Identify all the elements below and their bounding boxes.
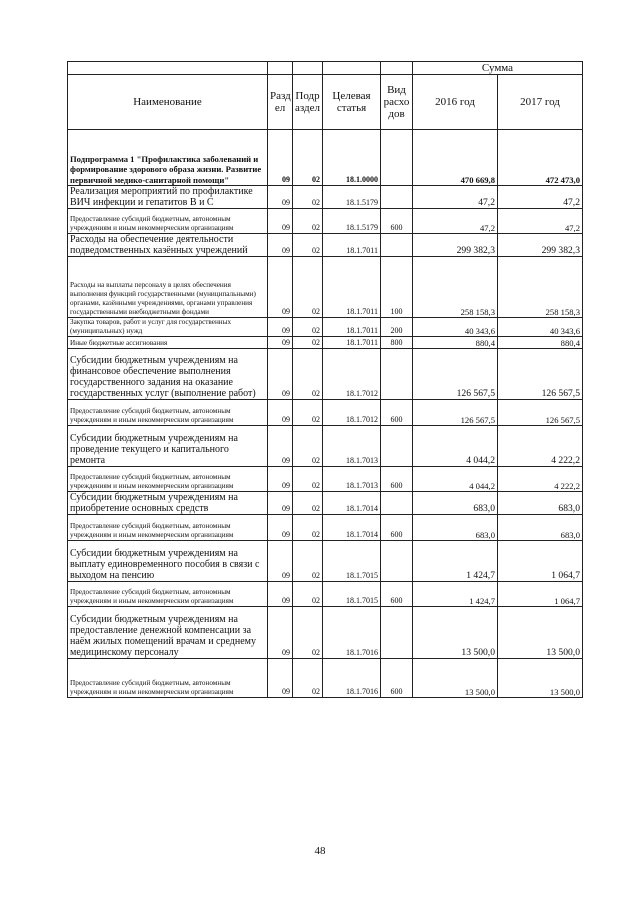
row-name-cell: Расходы на выплаты персоналу в целях обеспечения выполнения функций государственными (муниципальными) органами, казёнными учреждениями, органами управления государственными внебюджетными фондами [68,257,268,318]
row-name-cell: Субсидии бюджетным учреждениям на приобретение основных средств [68,492,268,515]
table-row [68,186,583,209]
row-vid-cell: 600 [381,659,413,698]
header-2016: 2016 год [413,75,498,130]
row-vid-cell: 600 [381,400,413,426]
row-name-cell: Предоставление субсидий бюджетным, автономным учреждениям и иным некоммерческим организациям [68,515,268,541]
row-2017-cell: 47,2 [498,209,583,234]
row-podrazdel-cell: 02 [293,607,323,659]
row-2017-cell: 880,4 [498,337,583,349]
row-podrazdel-cell: 02 [293,541,323,582]
row-2016-cell: 13 500,0 [413,607,498,659]
table-row [68,349,583,400]
table-row [68,337,583,349]
row-vid-cell: 600 [381,515,413,541]
row-razdel-cell: 09 [268,186,293,209]
header-2017: 2017 год [498,75,583,130]
row-2016-cell: 47,2 [413,186,498,209]
row-name-cell: Предоставление субсидий бюджетным, автономным учреждениям и иным некоммерческим организациям [68,400,268,426]
row-podrazdel-cell: 02 [293,467,323,492]
row-target-cell: 18.1.7011 [323,257,381,318]
header-spacer-target [323,62,381,75]
header-podrazdel: Подр аздел [293,75,323,130]
row-podrazdel-cell: 02 [293,186,323,209]
row-razdel-cell: 09 [268,515,293,541]
row-2017-cell: 472 473,0 [498,130,583,186]
row-2016-cell: 40 343,6 [413,318,498,337]
row-vid-cell: 600 [381,209,413,234]
row-vid-cell [381,541,413,582]
row-2016-cell: 4 044,2 [413,426,498,467]
row-podrazdel-cell: 02 [293,426,323,467]
table-row [68,209,583,234]
row-name-cell: Субсидии бюджетным учреждениям на финансовое обеспечение выполнения государственного задания на оказание государственных услуг (выполнение работ) [68,349,268,400]
row-name-cell: Субсидии бюджетным учреждениям на проведение текущего и капитального ремонта [68,426,268,467]
row-podrazdel-cell: 02 [293,582,323,607]
row-razdel-cell: 09 [268,659,293,698]
row-vid-cell [381,186,413,209]
row-vid-cell: 800 [381,337,413,349]
row-vid-cell: 200 [381,318,413,337]
row-podrazdel-cell: 02 [293,257,323,318]
header-razdel: Разд ел [268,75,293,130]
row-name-cell: Предоставление субсидий бюджетным, автономным учреждениям и иным некоммерческим организациям [68,467,268,492]
row-2017-cell: 13 500,0 [498,659,583,698]
row-target-cell: 18.1.7011 [323,234,381,257]
row-2017-cell: 683,0 [498,515,583,541]
row-target-cell: 18.1.0000 [323,130,381,186]
row-target-cell: 18.1.7011 [323,337,381,349]
row-name-cell: Иные бюджетные ассигнования [68,337,268,349]
row-2016-cell: 13 500,0 [413,659,498,698]
row-2016-cell: 880,4 [413,337,498,349]
row-razdel-cell: 09 [268,607,293,659]
row-2016-cell: 258 158,3 [413,257,498,318]
row-vid-cell [381,349,413,400]
row-razdel-cell: 09 [268,257,293,318]
row-target-cell: 18.1.7014 [323,492,381,515]
header-name: Наименование [68,75,268,130]
table-row [68,234,583,257]
row-razdel-cell: 09 [268,337,293,349]
row-podrazdel-cell: 02 [293,492,323,515]
table-body [68,130,583,698]
row-name-cell: Предоставление субсидий бюджетным, автономным учреждениям и иным некоммерческим организациям [68,582,268,607]
header-spacer-vid [381,62,413,75]
row-2017-cell: 47,2 [498,186,583,209]
row-2016-cell: 1 424,7 [413,541,498,582]
row-target-cell: 18.1.7014 [323,515,381,541]
row-podrazdel-cell: 02 [293,209,323,234]
row-target-cell: 18.1.5179 [323,186,381,209]
row-2016-cell: 126 567,5 [413,400,498,426]
row-vid-cell: 600 [381,467,413,492]
row-name-cell: Подпрограмма 1 "Профилактика заболеваний и формирование здорового образа жизни. Развитие первичной медико-санитарной помощи" [68,130,268,186]
row-name-cell: Субсидии бюджетным учреждениям на выплату единовременного пособия в связи с выходом на пенсию [68,541,268,582]
row-vid-cell [381,234,413,257]
row-razdel-cell: 09 [268,209,293,234]
header-vid: Вид расхо дов [381,75,413,130]
row-vid-cell: 100 [381,257,413,318]
table-row [68,541,583,582]
row-vid-cell [381,130,413,186]
page-number: 48 [314,845,326,857]
row-2017-cell: 4 222,2 [498,426,583,467]
row-name-cell: Реализация мероприятий по профилактике ВИЧ инфекции и гепатитов В и С [68,186,268,209]
table-row [68,426,583,467]
header-spacer-podrazdel [293,62,323,75]
row-name-cell: Предоставление субсидий бюджетным, автономным учреждениям и иным некоммерческим организациям [68,209,268,234]
row-vid-cell: 600 [381,582,413,607]
row-name-cell: Предоставление субсидий бюджетным, автономным учреждениям и иным некоммерческим организациям [68,659,268,698]
row-2016-cell: 47,2 [413,209,498,234]
row-target-cell: 18.1.7012 [323,400,381,426]
row-vid-cell [381,426,413,467]
row-razdel-cell: 09 [268,130,293,186]
row-podrazdel-cell: 02 [293,130,323,186]
row-name-cell: Закупка товаров, работ и услуг для государственных (муниципальных) нужд [68,318,268,337]
row-target-cell: 18.1.5179 [323,209,381,234]
row-target-cell: 18.1.7013 [323,467,381,492]
row-razdel-cell: 09 [268,467,293,492]
table-row [68,492,583,515]
row-razdel-cell: 09 [268,492,293,515]
row-razdel-cell: 09 [268,234,293,257]
row-2017-cell: 126 567,5 [498,400,583,426]
table-row [68,659,583,698]
table-row [68,257,583,318]
row-2017-cell: 40 343,6 [498,318,583,337]
header-spacer-razdel [268,62,293,75]
row-podrazdel-cell: 02 [293,337,323,349]
row-2017-cell: 258 158,3 [498,257,583,318]
table-row [68,515,583,541]
row-2017-cell: 1 064,7 [498,541,583,582]
row-2017-cell: 126 567,5 [498,349,583,400]
row-target-cell: 18.1.7015 [323,541,381,582]
table-row [68,130,583,186]
row-2016-cell: 126 567,5 [413,349,498,400]
row-vid-cell [381,607,413,659]
table-row [68,467,583,492]
row-razdel-cell: 09 [268,426,293,467]
row-razdel-cell: 09 [268,318,293,337]
row-razdel-cell: 09 [268,400,293,426]
row-razdel-cell: 09 [268,582,293,607]
row-podrazdel-cell: 02 [293,400,323,426]
row-2016-cell: 4 044,2 [413,467,498,492]
row-podrazdel-cell: 02 [293,234,323,257]
row-podrazdel-cell: 02 [293,659,323,698]
row-name-cell: Субсидии бюджетным учреждениям на предоставление денежной компенсации за наём жилых помещений врачам и среднему медицинскому персоналу [68,607,268,659]
row-2017-cell: 299 382,3 [498,234,583,257]
row-target-cell: 18.1.7015 [323,582,381,607]
row-name-cell: Расходы на обеспечение деятельности подведомственных казённых учреждений [68,234,268,257]
row-2016-cell: 1 424,7 [413,582,498,607]
table-row [68,400,583,426]
row-target-cell: 18.1.7016 [323,607,381,659]
row-2016-cell: 470 669,8 [413,130,498,186]
row-2017-cell: 683,0 [498,492,583,515]
row-podrazdel-cell: 02 [293,349,323,400]
header-target: Целевая статья [323,75,381,130]
header-sum: Сумма [413,62,583,75]
row-razdel-cell: 09 [268,541,293,582]
row-target-cell: 18.1.7013 [323,426,381,467]
row-2016-cell: 299 382,3 [413,234,498,257]
row-2016-cell: 683,0 [413,492,498,515]
row-2017-cell: 1 064,7 [498,582,583,607]
row-2017-cell: 13 500,0 [498,607,583,659]
table-row [68,318,583,337]
row-2017-cell: 4 222,2 [498,467,583,492]
budget-table [67,61,583,698]
table-row [68,582,583,607]
row-vid-cell [381,492,413,515]
row-2016-cell: 683,0 [413,515,498,541]
row-podrazdel-cell: 02 [293,515,323,541]
row-podrazdel-cell: 02 [293,318,323,337]
row-target-cell: 18.1.7012 [323,349,381,400]
row-target-cell: 18.1.7011 [323,318,381,337]
header-spacer-name [68,62,268,75]
row-razdel-cell: 09 [268,349,293,400]
table-row [68,607,583,659]
row-target-cell: 18.1.7016 [323,659,381,698]
